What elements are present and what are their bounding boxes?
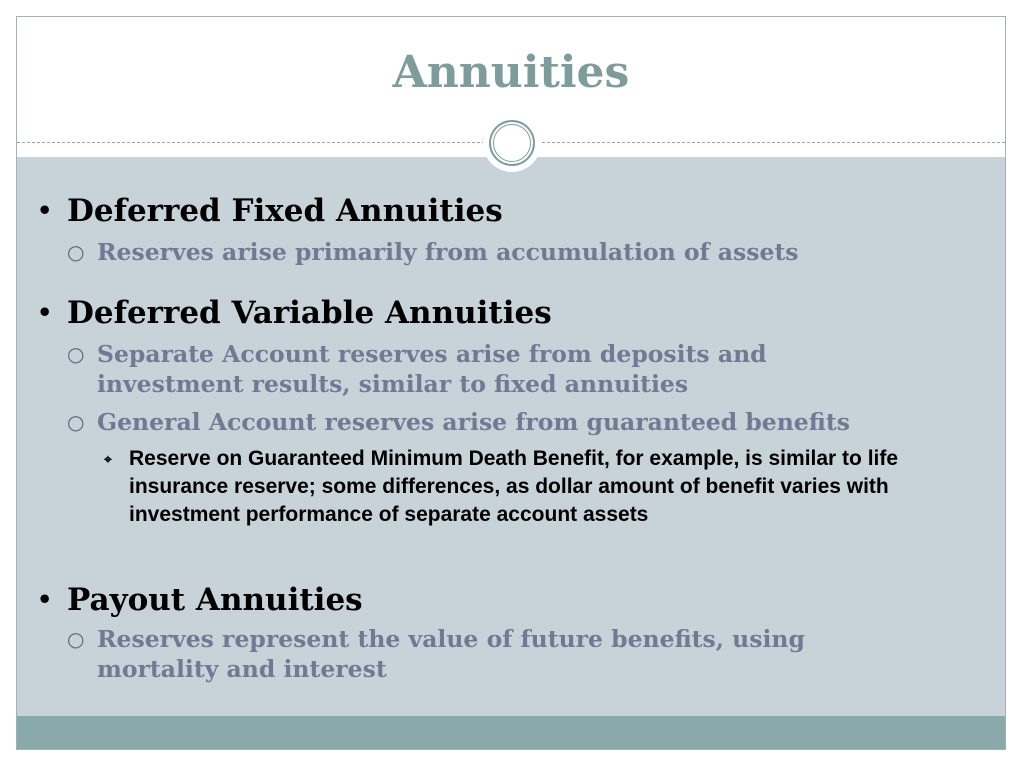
subbullet-marker: ○ — [67, 342, 85, 366]
subbullet-item — [67, 237, 967, 267]
subbullet-item — [67, 407, 967, 437]
subbullet-text: General Account reserves arise from guaranteed benefits — [97, 408, 850, 436]
level3-text: Reserve on Guaranteed Minimum Death Benefit, for example, is similar to life insurance reserve; some differences, as dollar amount of benefit varies with investment performance of separate account assets — [129, 447, 899, 526]
bullet-marker: • — [37, 196, 53, 225]
slide-title: Annuities — [392, 47, 630, 98]
inner-ring — [493, 124, 531, 162]
bullet-marker: • — [37, 298, 53, 327]
subbullet-marker: ○ — [67, 240, 85, 264]
subbullet-text: Separate Account reserves arise from deposits and investment results, similar to fixed annuities — [97, 340, 767, 398]
subbullet-text: Reserves represent the value of future benefits, using mortality and interest — [97, 625, 805, 683]
subbullet-marker: ○ — [67, 410, 85, 434]
level3-marker-icon: ⌖ — [104, 451, 112, 467]
bullet-marker: • — [37, 585, 53, 614]
subbullet-marker: ○ — [67, 627, 85, 651]
subbullet-text: Reserves arise primarily from accumulation of assets — [97, 238, 799, 266]
subbullet-item — [67, 624, 857, 684]
heading-text: Deferred Variable Annuities — [67, 295, 552, 331]
heading-text: Deferred Fixed Annuities — [67, 193, 503, 229]
heading-text: Payout Annuities — [67, 582, 363, 618]
slide — [16, 16, 1006, 750]
circle-emblem-icon — [483, 114, 541, 172]
level3-item — [104, 445, 944, 529]
subbullet-item — [67, 339, 857, 399]
footer-band — [17, 716, 1005, 750]
